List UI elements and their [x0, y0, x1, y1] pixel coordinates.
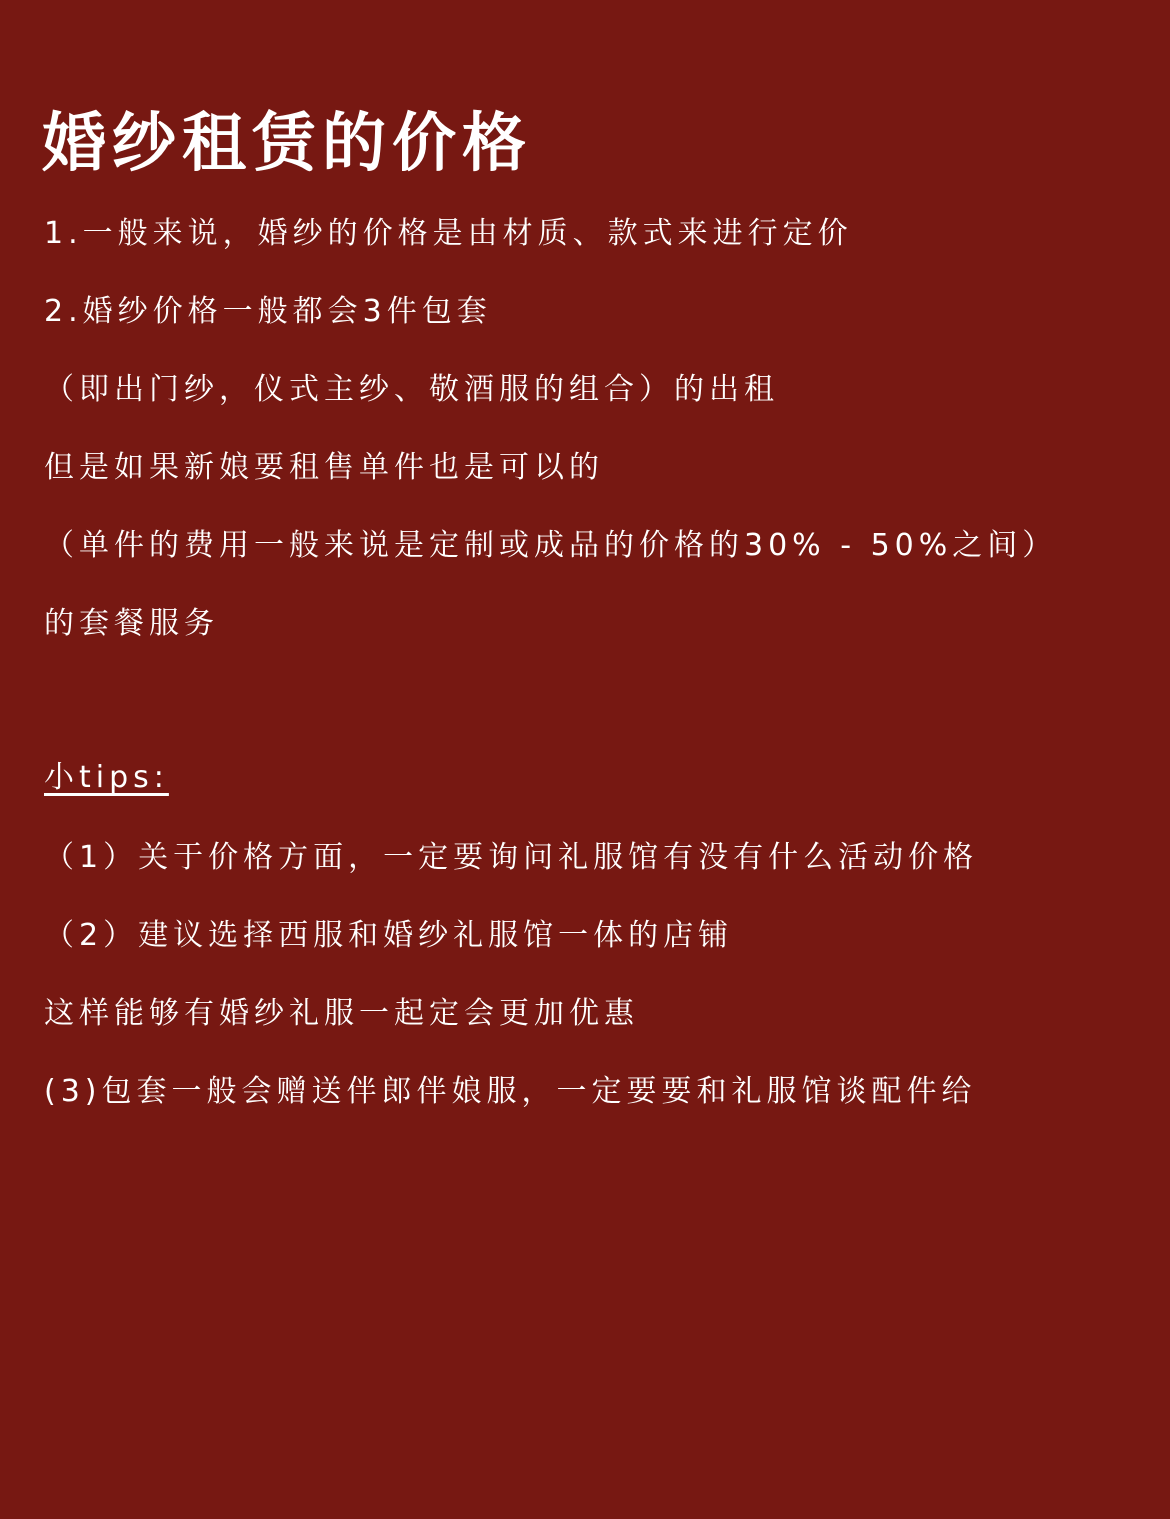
body-line-2: 2.婚纱价格一般都会3件包套: [44, 294, 492, 329]
tip-line-1: （1）关于价格方面，一定要询问礼服馆有没有什么活动价格: [44, 840, 979, 875]
page-title: 婚纱租赁的价格: [42, 107, 532, 181]
body-line-5: （单件的费用一般来说是定制或成品的价格的30% - 50%之间）: [44, 528, 1058, 563]
tip-line-3: 这样能够有婚纱礼服一起定会更加优惠: [44, 996, 639, 1031]
tip-line-2: （2）建议选择西服和婚纱礼服馆一体的店铺: [44, 918, 734, 953]
body-line-6: 的套餐服务: [44, 606, 219, 641]
body-line-3: （即出门纱，仪式主纱、敬酒服的组合）的出租: [44, 372, 779, 407]
tip-line-4: (3)包套一般会赠送伴郎伴娘服，一定要要和礼服馆谈配件给: [44, 1074, 977, 1109]
body-line-4: 但是如果新娘要租售单件也是可以的: [44, 450, 604, 485]
tips-heading: 小tips:: [44, 760, 169, 795]
body-line-1: 1.一般来说，婚纱的价格是由材质、款式来进行定价: [44, 216, 853, 251]
